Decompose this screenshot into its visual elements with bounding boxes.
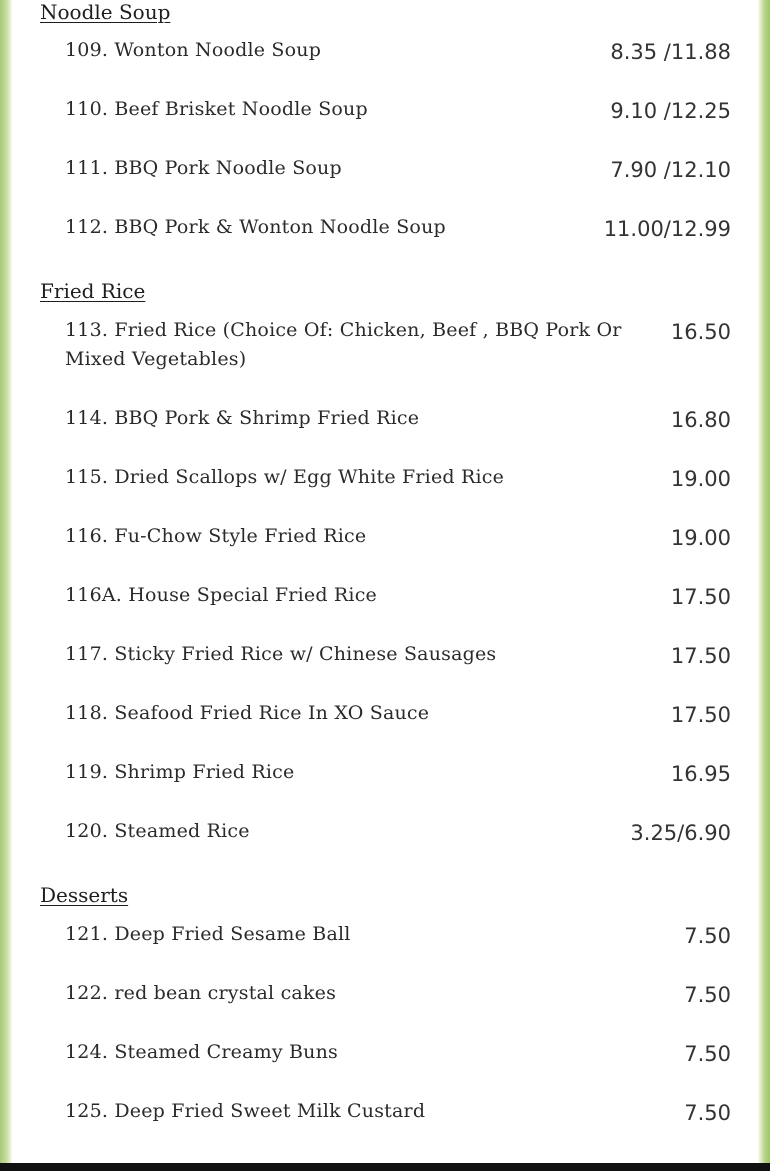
section-title-desserts: Desserts — [40, 883, 129, 907]
bottom-border — [0, 1163, 770, 1171]
menu-item-name: 116. Fu-Chow Style Fried Rice — [65, 525, 367, 547]
menu-item-price: 7.50 — [684, 1042, 731, 1066]
menu-item-name: 111. BBQ Pork Noodle Soup — [65, 157, 342, 179]
menu-item-name: 114. BBQ Pork & Shrimp Fried Rice — [65, 407, 420, 429]
menu-item-price: 17.50 — [670, 585, 731, 609]
menu-item-price: 9.10 /12.25 — [610, 99, 731, 123]
menu-item-price: 7.50 — [684, 1101, 731, 1125]
menu-item-price: 19.00 — [670, 526, 731, 550]
menu-item-name: 110. Beef Brisket Noodle Soup — [65, 98, 368, 120]
menu-item-name: 118. Seafood Fried Rice In XO Sauce — [65, 702, 430, 724]
menu-item-price: 7.50 — [684, 924, 731, 948]
menu-item-name: 112. BBQ Pork & Wonton Noodle Soup — [65, 216, 446, 238]
menu-item-price: 7.50 — [684, 983, 731, 1007]
menu-item-name: 116A. House Special Fried Rice — [65, 584, 377, 606]
menu-item-name: 117. Sticky Fried Rice w/ Chinese Sausages — [65, 643, 497, 665]
menu-item-name: 122. red bean crystal cakes — [65, 982, 337, 1004]
menu-item-name: 120. Steamed Rice — [65, 820, 250, 842]
menu-page — [12, 0, 758, 1163]
menu-item-name: 115. Dried Scallops w/ Egg White Fried Rice — [65, 466, 505, 488]
menu-item-price: 16.50 — [670, 320, 731, 344]
menu-item-name: 125. Deep Fried Sweet Milk Custard — [65, 1100, 426, 1122]
menu-item-price: 16.80 — [670, 408, 731, 432]
menu-item-name: 113. Fried Rice (Choice Of: Chicken, Beef , BBQ Pork Or Mixed Vegetables) — [65, 319, 622, 370]
menu-item-price: 16.95 — [670, 762, 731, 786]
menu-item-price: 8.35 /11.88 — [610, 40, 731, 64]
menu-item-name: 124. Steamed Creamy Buns — [65, 1041, 338, 1063]
section-title-fried-rice: Fried Rice — [40, 279, 146, 303]
menu-item-price: 3.25/6.90 — [630, 821, 731, 845]
menu-item-price: 17.50 — [670, 703, 731, 727]
menu-item-name: 119. Shrimp Fried Rice — [65, 761, 295, 783]
section-title-noodle-soup: Noodle Soup — [40, 0, 171, 24]
menu-item-price: 17.50 — [670, 644, 731, 668]
menu-item-price: 19.00 — [670, 467, 731, 491]
menu-item-price: 11.00/12.99 — [603, 217, 731, 241]
menu-item-name: 121. Deep Fried Sesame Ball — [65, 923, 351, 945]
menu-item-name: 109. Wonton Noodle Soup — [65, 39, 322, 61]
menu-item-price: 7.90 /12.10 — [610, 158, 731, 182]
